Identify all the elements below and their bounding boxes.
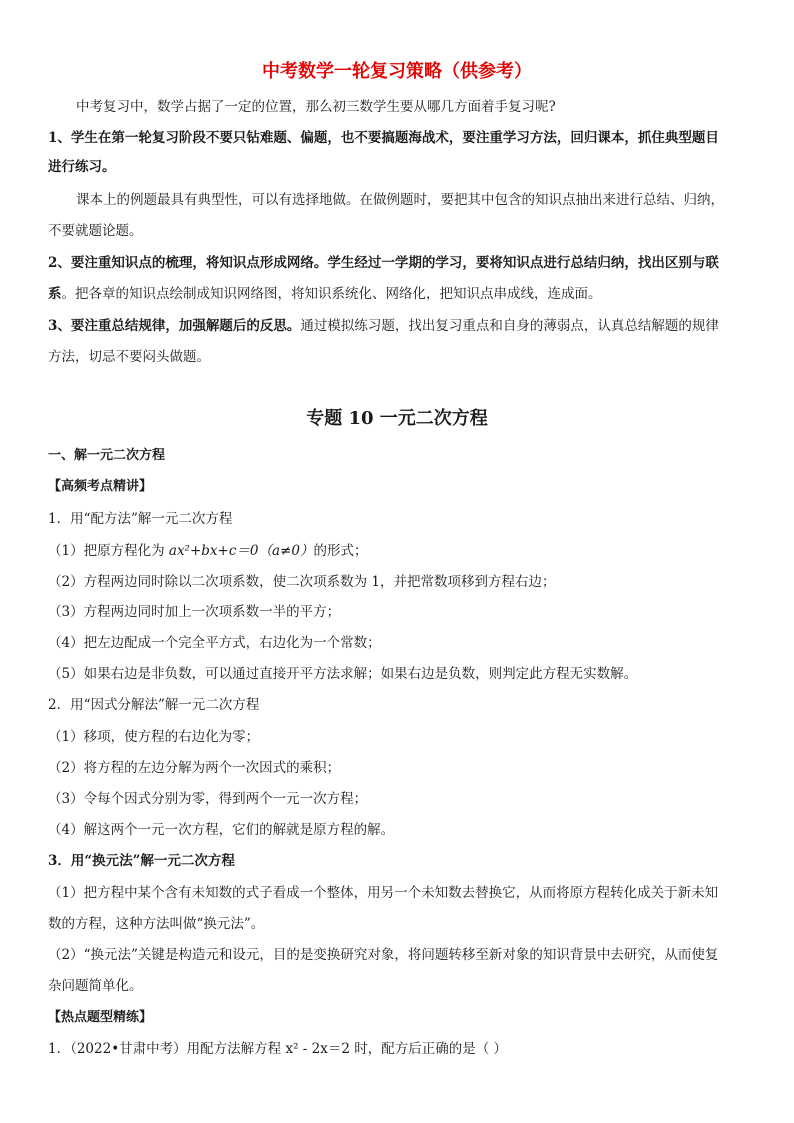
- strategy-1-heading: 1、学生在第一轮复习阶段不要只钻难题、偏题，也不要搞题海战术，要注重学习方法，回归课本，抓住典型题目: [48, 130, 719, 146]
- strategy-2-heading-cont: 系: [48, 286, 62, 302]
- question-1: 1．（2022•甘肃中考）用配方法解方程 x² - 2x＝2 时，配方后正确的是（ ）: [48, 1041, 507, 1057]
- method-3-title: 3．用“换元法”解一元二次方程: [48, 853, 235, 869]
- strategy-2-heading: 2、要注重知识点的梳理，将知识点形成网络。学生经过一学期的学习，要将知识点进行总结归纳，找出区别与联: [48, 255, 719, 271]
- high-frequency-label: 【高频考点精讲】: [48, 479, 153, 494]
- intro-paragraph: 中考复习中，数学占据了一定的位置，那么初三数学生要从哪几方面着手复习呢?: [76, 99, 556, 115]
- method-2-step-4: （4）解这两个一元一次方程，它们的解就是原方程的解。: [48, 822, 395, 838]
- hot-topics-label: 【热点题型精练】: [48, 1010, 153, 1025]
- method-3-step-2: （2）“换元法”关键是构造元和设元，目的是变换研究对象，将问题转移至新对象的知识背景中去研究，从而使复: [48, 947, 719, 963]
- method-2-step-3: （3）令每个因式分别为零，得到两个一元一次方程；: [48, 791, 368, 807]
- method-1-step-5: （5）如果右边是非负数，可以通过直接开平方法求解；如果右边是负数，则判定此方程无实数解。: [48, 666, 638, 682]
- method-1-step-1-prefix: （1）把原方程化为: [48, 543, 169, 559]
- strategy-3-line: [48, 317, 748, 335]
- strategy-2-body: [48, 285, 748, 303]
- method-2-step-2: （2）将方程的左边分解为两个一次因式的乘积；: [48, 760, 341, 776]
- method-1-step-1: [48, 542, 748, 560]
- method-1-step-4: （4）把左边配成一个完全平方式，右边化为一个常数；: [48, 635, 381, 651]
- topic-title: 专题 10 一元二次方程: [306, 408, 488, 429]
- method-1-step-3: （3）方程两边同时加上一次项系数一半的平方；: [48, 604, 341, 620]
- method-3-step-1: （1）把方程中某个含有未知数的式子看成一个整体，用另一个未知数去替换它，从而将原方程转化成关于新未知: [48, 885, 719, 901]
- strategy-3-heading: 3、要注重总结规律，加强解题后的反思。: [48, 318, 301, 334]
- method-1-step-1-suffix: 的形式；: [313, 543, 368, 559]
- strategy-3-text-cont: 方法，切忌不要闷头做题。: [48, 349, 210, 365]
- strategy-1-heading-cont: 进行练习。: [48, 159, 116, 175]
- method-1-title: 1．用“配方法”解一元二次方程: [48, 511, 233, 527]
- method-2-title: 2．用“因式分解法”解一元二次方程: [48, 697, 260, 713]
- page-title: 中考数学一轮复习策略（供参考）: [262, 61, 532, 82]
- strategy-3-text: 通过模拟练习题，找出复习重点和自身的薄弱点，认真总结解题的规律: [300, 318, 719, 334]
- strategy-2-text: 。把各章的知识点绘制成知识网络图，将知识系统化、网络化，把知识点串成线，连成面。: [61, 286, 602, 302]
- method-1-step-2: （2）方程两边同时除以二次项系数，使二次项系数为 1，并把常数项移到方程右边；: [48, 574, 556, 590]
- method-1-formula: ax²+bx+c＝0（a≠0）: [168, 543, 314, 559]
- strategy-1-body-cont: 不要就题论题。: [48, 223, 143, 239]
- strategy-1-body: 课本上的例题最具有典型性，可以有选择地做。在做例题时，要把其中包含的知识点抽出来进行总结、归纳，: [76, 192, 724, 208]
- section-heading: 一、解一元二次方程: [48, 448, 166, 463]
- method-2-step-1: （1）移项，使方程的右边化为零；: [48, 729, 260, 745]
- method-3-step-2-cont: 杂问题简单化。: [48, 978, 143, 994]
- method-3-step-1-cont: 数的方程，这种方法叫做“换元法”。: [48, 916, 265, 932]
